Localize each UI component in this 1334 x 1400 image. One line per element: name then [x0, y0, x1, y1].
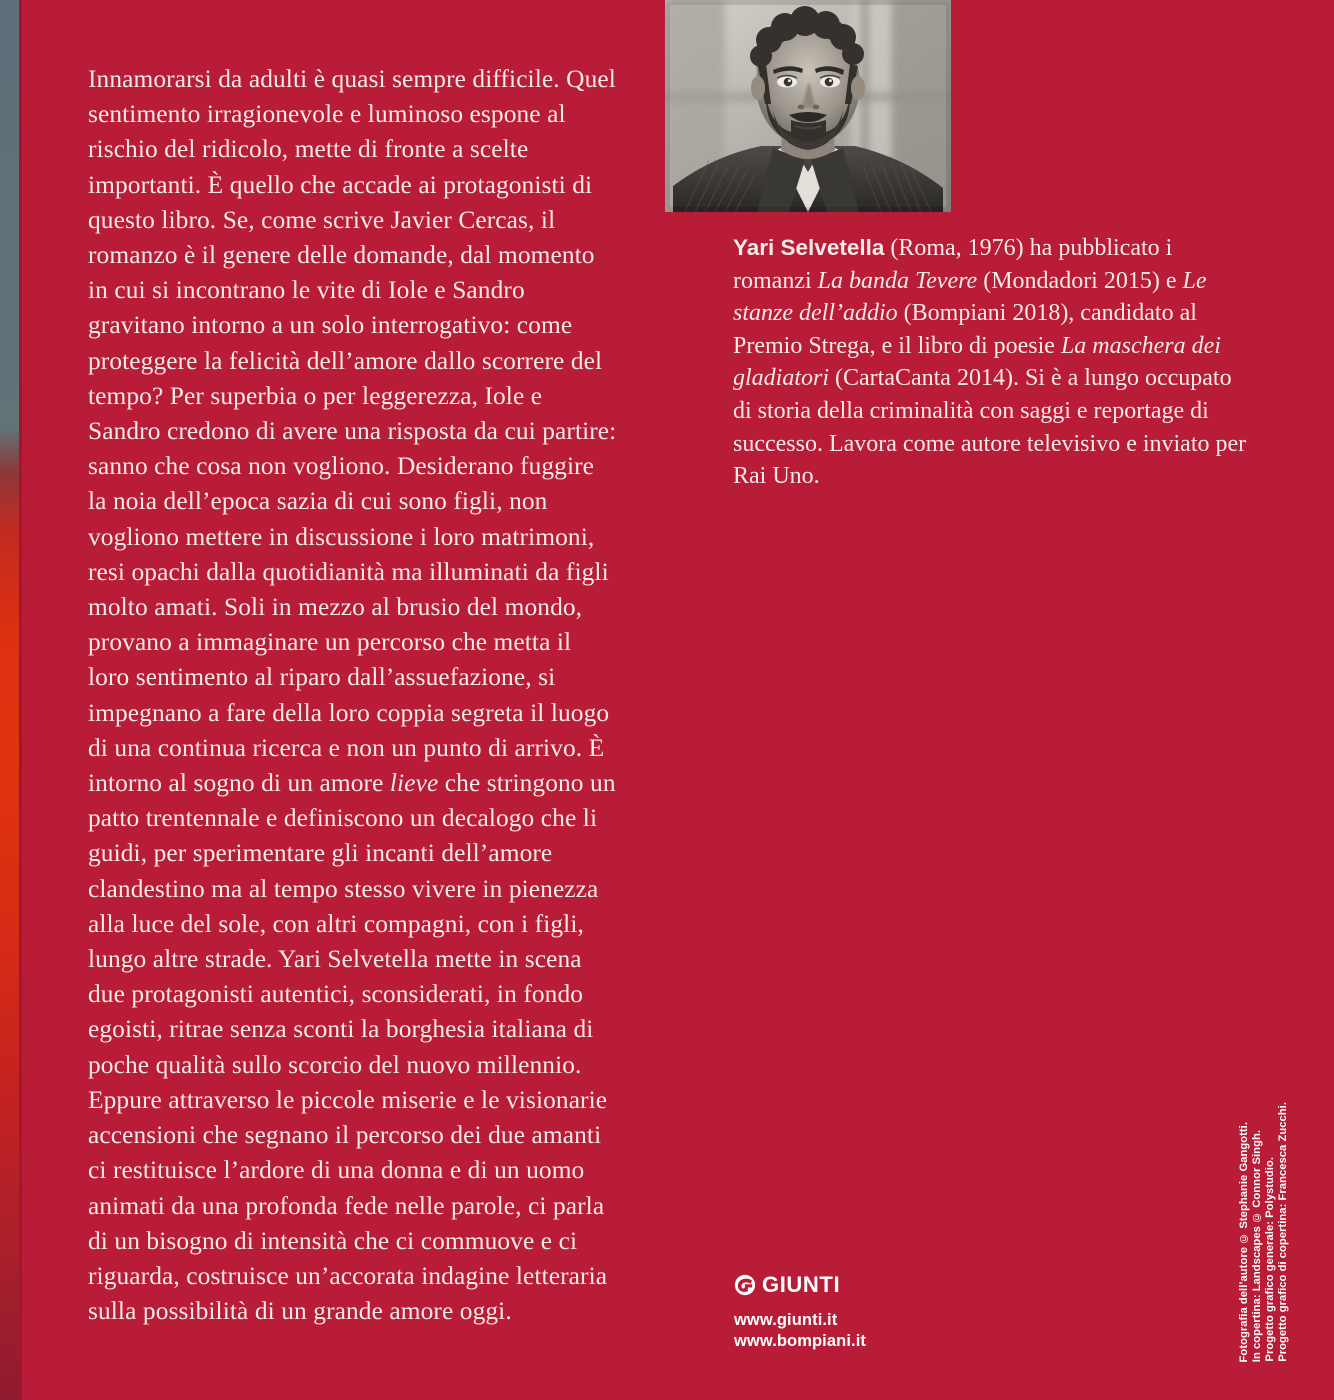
- publisher-websites: [734, 1310, 1034, 1351]
- bio-segment-4: (CartaCanta 2014). Si è a lungo occupato di storia della criminalità con saggi e reportage di successo. Lavora come autore televisivo e inviato per Rai Uno.: [733, 365, 1247, 490]
- blurb-italic-lieve: lieve: [389, 769, 439, 798]
- front-cover-sliver: [0, 0, 19, 1400]
- author-bio: [733, 232, 1255, 493]
- website-bompiani[interactable]: www.bompiani.it: [734, 1331, 866, 1350]
- bio-segment-3: (Bompiani 2018), candidato al Premio Strega, e il libro di poesie: [733, 300, 1197, 359]
- book-title-le-stanze-delladdio: Le stanze dell’addio: [733, 267, 1207, 327]
- bio-segment-2: (Mondadori 2015) e: [977, 267, 1183, 294]
- giunti-g-icon: [734, 1274, 756, 1296]
- giunti-logo: [734, 1272, 1034, 1298]
- cover-credits: [1238, 1070, 1318, 1362]
- book-title-la-banda-tevere: La banda Tevere: [817, 267, 978, 294]
- author-photo: [665, 0, 951, 212]
- website-giunti[interactable]: www.giunti.it: [734, 1311, 838, 1329]
- spine-edge-shadow: [19, 0, 22, 1400]
- giunti-wordmark: GIUNTI: [762, 1272, 841, 1297]
- back-cover-blurb: [88, 62, 618, 1329]
- blurb-part-2: che stringono un patto trentennale e definiscono un decalogo che li guidi, per sperimentare gli incanti dell’amore clandestino ma al tempo stesso vivere in pienezza alla luce del sole, con altri compagni, con i figli, lungo altre strade. Yari Selvetella mette in scena due protagonisti autentici, sconsiderati, in fondo egoisti, ritrae senza sconti la borghesia italiana di poche qualità sullo scorcio del nuovo millennio. Eppure attraverso le piccole miserie e le visionarie accensioni che segnano il percorso dei due amanti ci restituisce l’ardore di una donna e di un uomo animati da una profonda fede nelle parole, ci parla di un bisogno di intensità che ci commuove e ci riguarda, costruisce un’accorata indagine letteraria sulla possibilità di un grande amore oggi.: [88, 769, 616, 1326]
- bio-segment-1: (Roma, 1976) ha pubblicato i romanzi: [733, 235, 1173, 294]
- blurb-part-1: Innamorarsi da adulti è quasi sempre difficile. Quel sentimento irragionevole e luminoso espone al rischio del ridicolo, mette di fronte a scelte importanti. È quello che accade ai protagonisti di questo libro. Se, come scrive Javier Cercas, il romanzo è il genere delle domande, dal momento in cui si incontrano le vite di Iole e Sandro gravitano intorno a un solo interrogativo: come proteggere la felicità dell’amore dallo scorrere del tempo? Per superbia o per leggerezza, Iole e Sandro credono di avere una risposta da cui partire: sanno che cosa non vogliono. Desiderano fuggire la noia dell’epoca sazia di cui sono figli, non vogliono mettere in discussione i loro matrimoni, resi opachi dalla quotidianità ma illuminati da figli molto amati. Soli in mezzo al brusio del mondo, provano a immaginare un percorso che metta il loro sentimento al riparo dall’assuefazione, si impegnano a fare della loro coppia segreta il luogo di una continua ricerca e non un punto di arrivo. È intorno al sogno di un amore: [88, 65, 617, 798]
- book-title-la-maschera-dei-gladiatori: La maschera dei gladiatori: [733, 332, 1221, 392]
- credit-cover-design: Progetto grafico di copertina: Francesca Zucchi.: [1277, 1102, 1289, 1362]
- author-portrait-image: [665, 0, 951, 212]
- credit-cover-image: In copertina: Landscapes © Connor Singh.: [1251, 1129, 1263, 1362]
- author-name: Yari Selvetella: [733, 235, 885, 260]
- credit-general-design: Progetto grafico generale: Polystudio.: [1264, 1157, 1276, 1362]
- publisher-block: [734, 1272, 1034, 1351]
- credit-photo: Fotografia dell’autore © Stephanie Gangotti.: [1238, 1121, 1250, 1362]
